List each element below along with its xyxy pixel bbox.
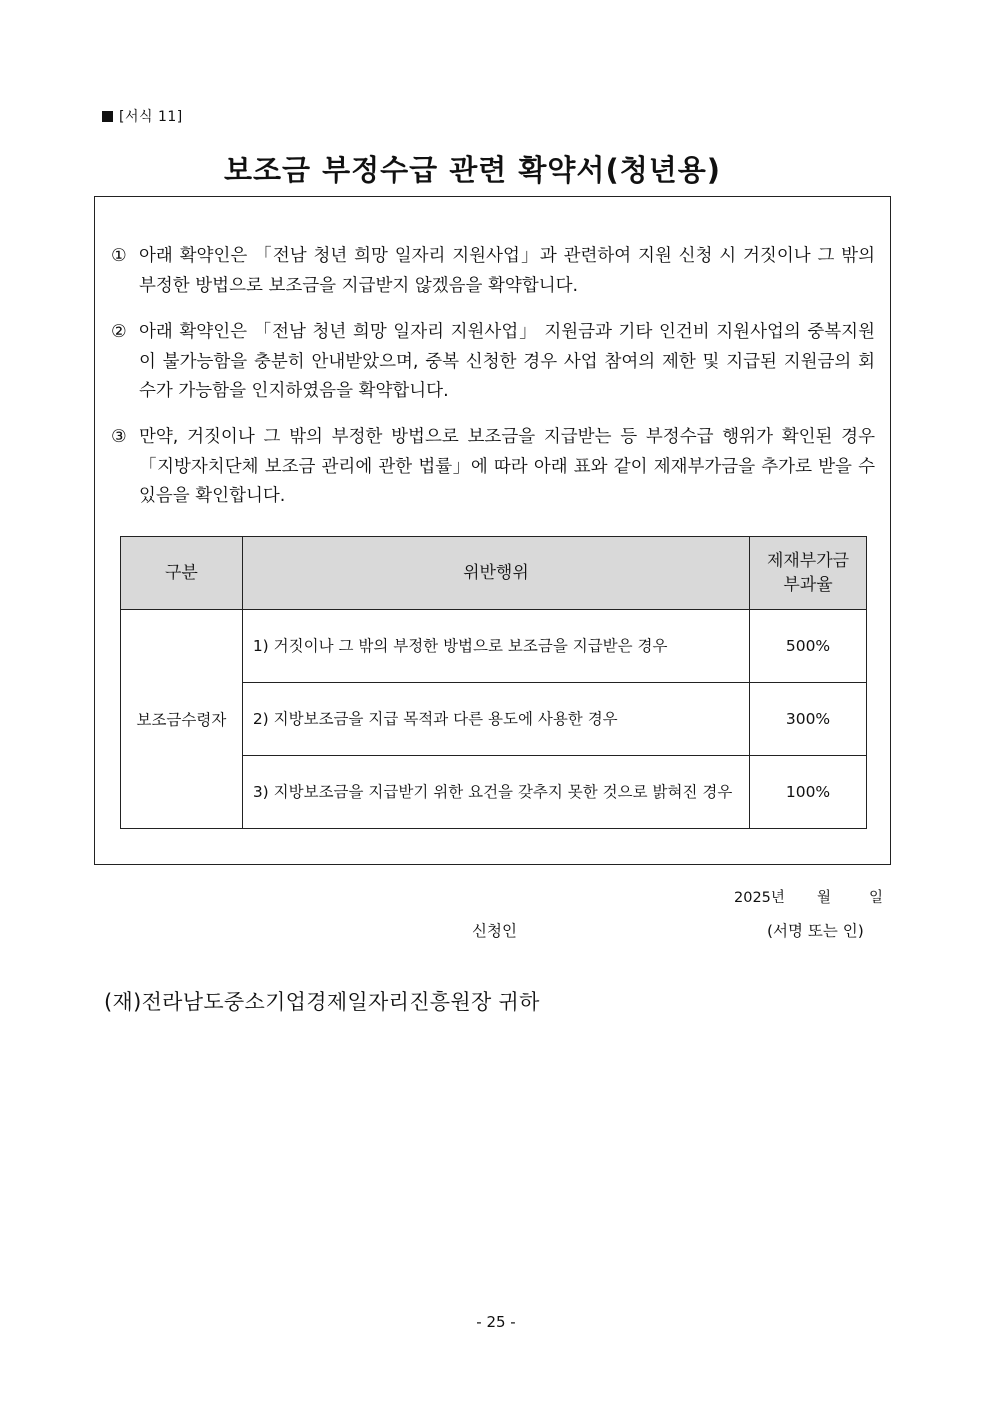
pledge-text-1: 아래 확약인은 「전남 청년 희망 일자리 지원사업」과 관련하여 지원 신청 시 거짓이나 그 밖의 부정한 방법으로 보조금을 지급받지 않겠음을 확약합니다. (139, 246, 875, 296)
header-rate: 제재부가금 부과율 (750, 537, 867, 610)
pledge-text-3: 만약, 거짓이나 그 밖의 부정한 방법으로 보조금을 지급받는 등 부정수급 행위가 확인된 경우 「지방자치단체 보조금 관리에 관한 법률」에 따라 아래 표와 같이 제재부가금을 추가로 받을 수 있음을 확인합니다. (139, 427, 875, 506)
applicant-label: 신청인 (472, 922, 517, 940)
date-day: 일 (869, 890, 884, 906)
header-violation: 위반행위 (242, 537, 749, 610)
circled-number-3: ③ (111, 427, 127, 447)
pledge-text-2: 아래 확약인은 「전남 청년 희망 일자리 지원사업」 지원금과 기타 인건비 지원사업의 중복지원이 불가능함을 충분히 안내받았으며, 중복 신청한 경우 사업 참여의 제한 및 지급된 지원금의 회수가 가능함을 인지하였음을 확약합니다. (139, 322, 875, 401)
rate-cell: 300% (750, 683, 867, 756)
pledge-item-3 (111, 423, 875, 512)
pledge-item-2 (111, 318, 875, 407)
date-month: 월 (817, 890, 832, 906)
signature-note: (서명 또는 인) (767, 922, 864, 940)
table-row (121, 610, 867, 683)
circled-number-1: ① (111, 246, 127, 266)
page-number: - 25 - (476, 1313, 516, 1331)
rate-cell: 100% (750, 756, 867, 829)
violation-cell: 2) 지방보조금을 지급 목적과 다른 용도에 사용한 경우 (242, 683, 749, 756)
addressee: (재)전라남도중소기업경제일자리진흥원장 귀하 (104, 990, 540, 1014)
penalty-table (120, 536, 867, 829)
square-bullet-icon (102, 111, 113, 122)
document-title: 보조금 부정수급 관련 확약서(청년용) (223, 153, 721, 187)
pledge-box (94, 196, 891, 865)
circled-number-2: ② (111, 322, 127, 342)
rate-cell: 500% (750, 610, 867, 683)
violation-cell: 3) 지방보조금을 지급받기 위한 요건을 갖추지 못한 것으로 밝혀진 경우 (242, 756, 749, 829)
table-header-row (121, 537, 867, 610)
date-year: 2025년 (734, 890, 785, 906)
category-cell: 보조금수령자 (121, 610, 243, 829)
pledge-item-1 (111, 242, 875, 301)
header-category: 구분 (121, 537, 243, 610)
form-label: [서식 11] (102, 106, 183, 126)
violation-cell: 1) 거짓이나 그 밖의 부정한 방법으로 보조금을 지급받은 경우 (242, 610, 749, 683)
